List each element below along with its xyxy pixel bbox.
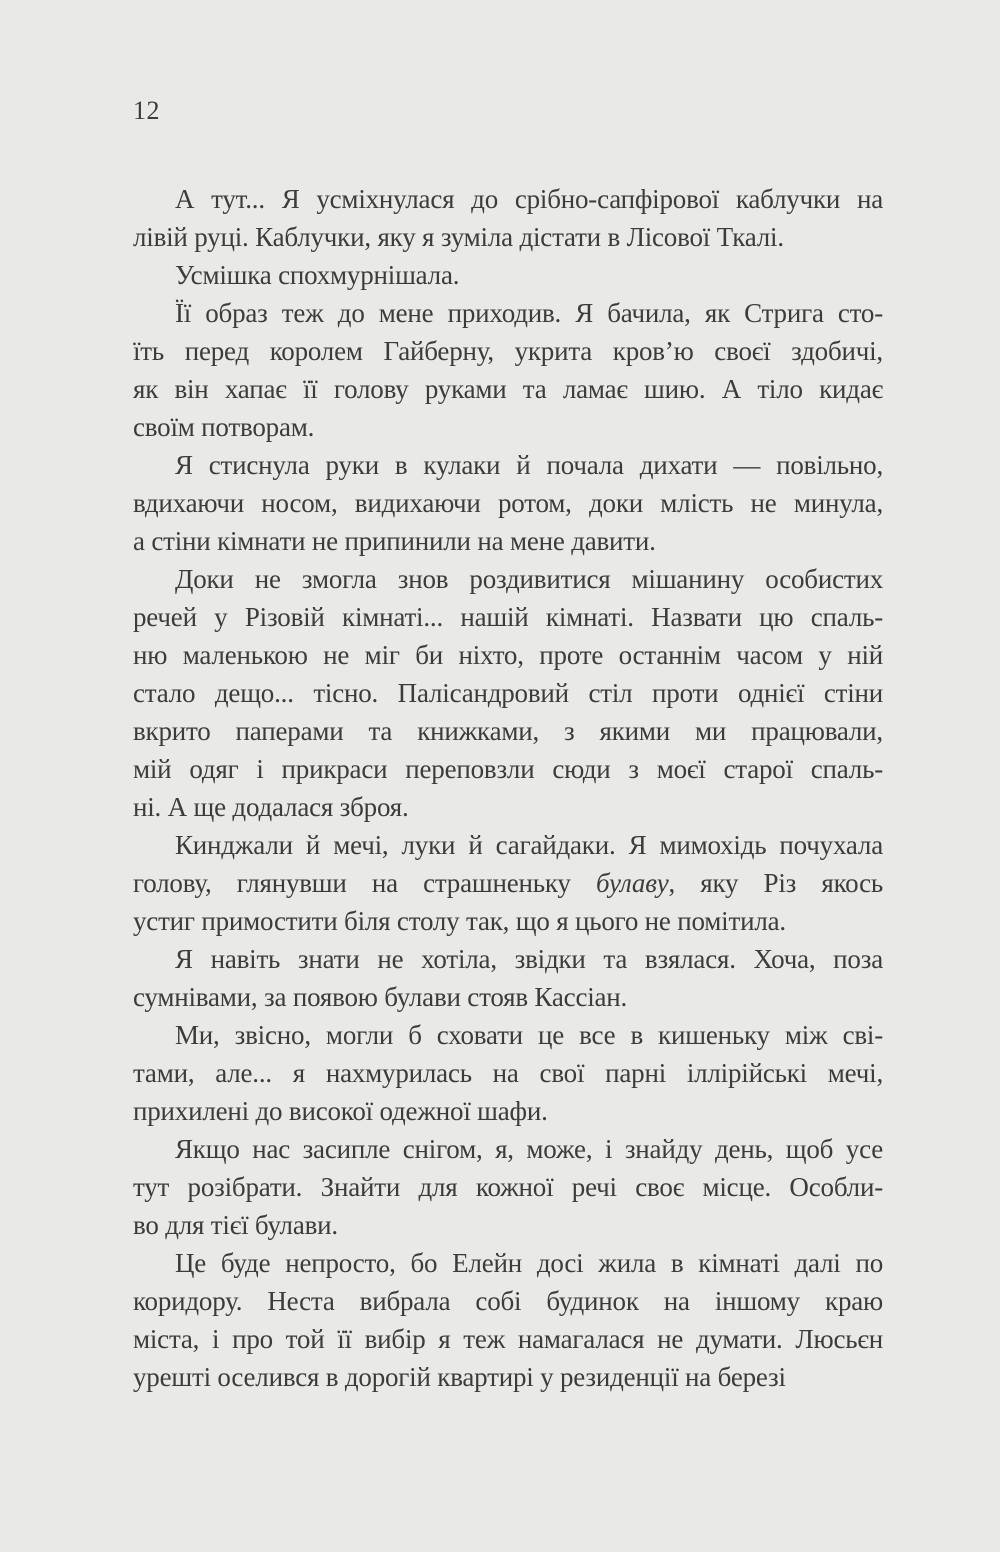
paragraph (133, 446, 883, 560)
text-line: ню маленькою не міг би ніхто, проте останнім часом у ній (133, 640, 883, 670)
text-line: Якщо нас засипле снігом, я, може, і знайду день, щоб усе (175, 1134, 883, 1164)
text-line: вдихаючи носом, видихаючи ротом, доки млість не минула, (133, 488, 883, 518)
paragraph (133, 826, 883, 940)
text-line: Кинджали й мечі, луки й сагайдаки. Я мимохідь почухала (175, 830, 883, 860)
text-line: вкрито паперами та книжками, з якими ми працювали, (133, 716, 883, 746)
paragraph (133, 1016, 883, 1130)
page-number: 12 (133, 96, 160, 125)
text-line: Я стиснула руки в кулаки й почала дихати — повільно, (175, 450, 883, 480)
text-line: сумнівами, за появою булави стояв Кассіан. (133, 982, 628, 1012)
text-line: міста, і про той її вибір я теж намагалася не думати. Люсьєн (133, 1324, 883, 1354)
text-line: стало дещо... тісно. Палісандровий стіл проти однієї стіни (133, 678, 883, 708)
paragraph (133, 180, 883, 256)
paragraph (133, 940, 883, 1016)
text-line: тами, але... я нахмурилась на свої парні іллірійські мечі, (133, 1058, 883, 1088)
text-line: голову, глянувши на страшненьку булаву, яку Різ якось (133, 868, 883, 898)
text-line: ні. А ще додалася зброя. (133, 792, 409, 822)
text-line: А тут... Я усміхнулася до срібно-сапфірової каблучки на (175, 184, 883, 214)
text-line: урешті оселився в дорогій квартирі у резиденції на березі (133, 1362, 786, 1392)
text-line: во для тієї булави. (133, 1210, 338, 1240)
text-block (133, 180, 883, 1396)
text-line: як він хапає її голову руками та ламає шию. А тіло кидає (133, 374, 883, 404)
paragraph (133, 256, 883, 294)
text-line: Доки не змогла знов роздивитися мішанину особистих (175, 564, 883, 594)
text-line: їть перед королем Гайберну, укрита кров’ю своєї здобичі, (133, 336, 883, 366)
text-line: Її образ теж до мене приходив. Я бачила, як Стрига сто- (175, 298, 883, 328)
italic-word: булаву (595, 868, 669, 898)
text-line: а стіни кімнати не припинили на мене давити. (133, 526, 656, 556)
text-line: устиг примостити біля столу так, що я цього не помітила. (133, 906, 786, 936)
text-line: своїм потворам. (133, 412, 315, 442)
text-line: тут розібрати. Знайти для кожної речі своє місце. Особли- (133, 1172, 883, 1202)
text-line: Це буде непросто, бо Елейн досі жила в кімнаті далі по (175, 1248, 883, 1278)
paragraph (133, 560, 883, 826)
paragraph (133, 1130, 883, 1244)
text-line: речей у Різовій кімнаті... нашій кімнаті. Назвати цю спаль- (133, 602, 883, 632)
text-line: мій одяг і прикраси переповзли сюди з моєї старої спаль- (133, 754, 883, 784)
text-line: коридору. Неста вибрала собі будинок на іншому краю (133, 1286, 883, 1316)
text-line: Ми, звісно, могли б сховати це все в кишеньку між сві- (175, 1020, 883, 1050)
text-line: прихилені до високої одежної шафи. (133, 1096, 548, 1126)
paragraph (133, 1244, 883, 1396)
paragraph (133, 294, 883, 446)
text-line: лівій руці. Каблучки, яку я зуміла дістати в Лісової Ткалі. (133, 222, 784, 252)
text-line: Усмішка спохмурнішала. (175, 260, 460, 290)
text-line: Я навіть знати не хотіла, звідки та взялася. Хоча, поза (175, 944, 883, 974)
